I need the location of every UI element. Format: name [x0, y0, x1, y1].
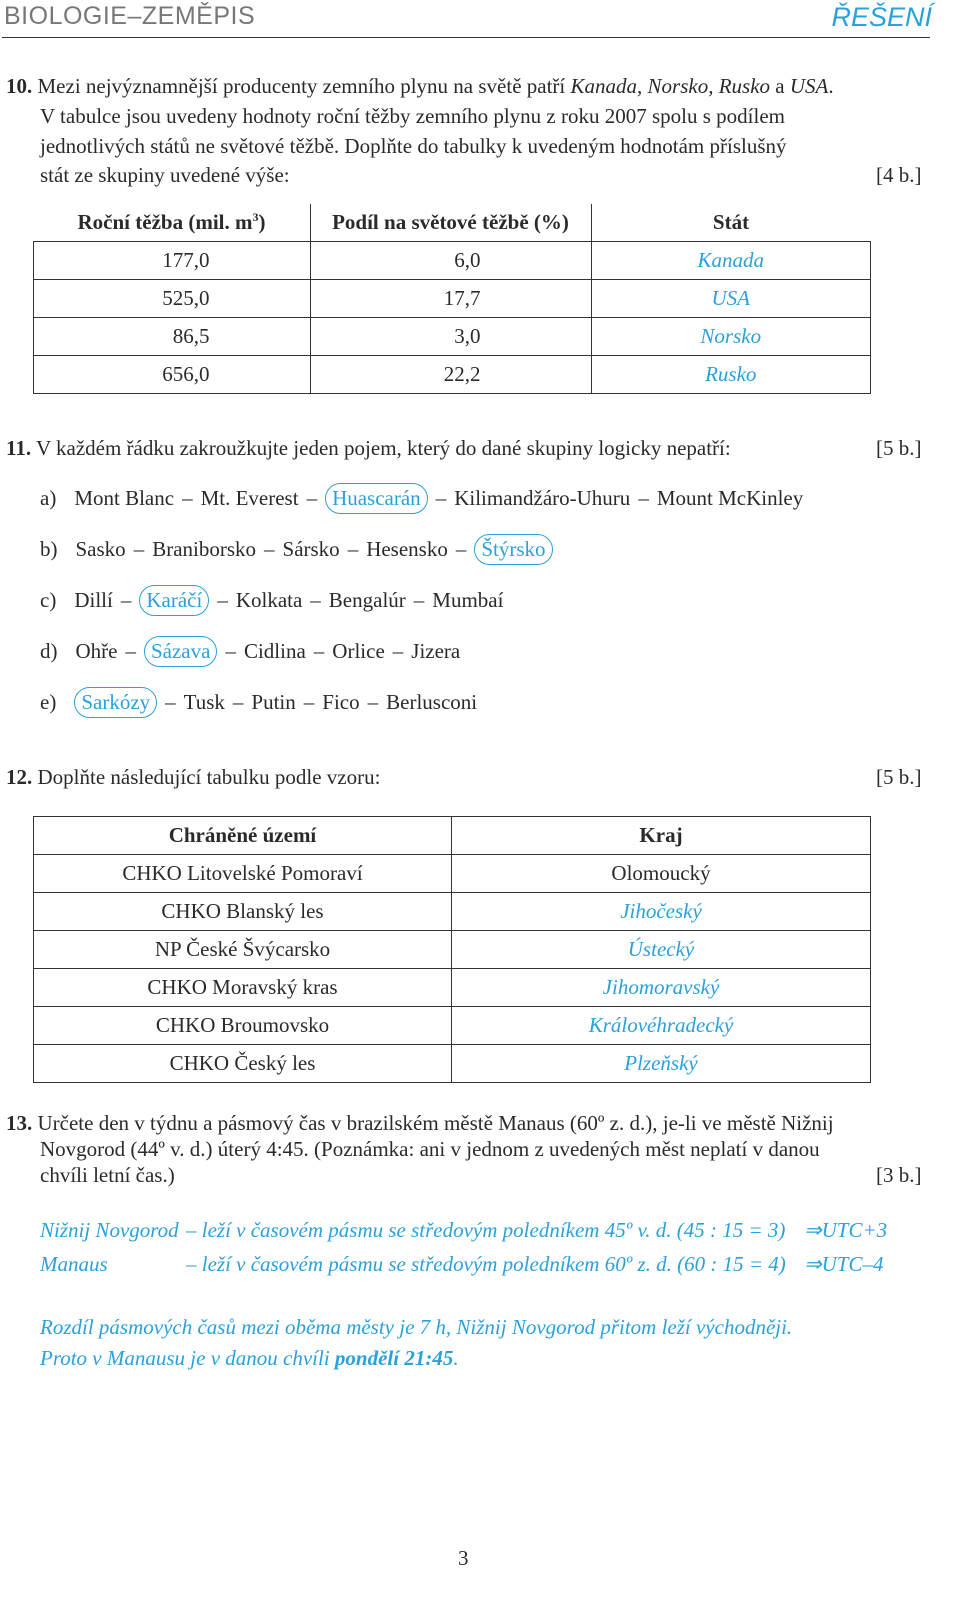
- dash: –: [347, 536, 359, 561]
- row-label: e): [40, 689, 57, 714]
- header-text: ): [258, 210, 266, 234]
- term: Cidlina: [243, 638, 306, 663]
- dash: –: [232, 689, 244, 714]
- term: Ohře: [75, 638, 118, 663]
- solution-text: – leží v časovém pásmu se středovým poledníkem 45º v. d. (45 : 15 = 3): [186, 1218, 786, 1242]
- table-row: [34, 242, 871, 280]
- table-header-row: [34, 204, 871, 242]
- odd-one-out-row: [40, 631, 468, 671]
- solution-text: .: [453, 1346, 459, 1370]
- circled-term-answer: Štýrsko: [474, 534, 552, 565]
- term: Dillí: [74, 587, 113, 612]
- question-text: Doplňte následující tabulku podle vzoru:: [37, 765, 381, 789]
- dash: –: [455, 536, 467, 561]
- cell-share: 3,0: [310, 318, 591, 356]
- dash: –: [225, 638, 236, 663]
- circled-term-answer: Karáčí: [139, 585, 209, 616]
- table-header-row: [34, 817, 871, 855]
- cell-production: 86,5: [34, 318, 311, 356]
- solution-line-3: Rozdíl pásmových časů mezi oběma městy je 7 h, Nižnij Novgorod přitom leží východněji.: [40, 1315, 793, 1339]
- table-row: [34, 318, 871, 356]
- circled-term-answer: Sázava: [144, 636, 217, 667]
- solution-text: – leží v časovém pásmu se středovým poledníkem 60º z. d. (60 : 15 = 4): [186, 1252, 786, 1276]
- question-13-line3: chvíli letní čas.): [40, 1163, 175, 1187]
- city-name: Nižnij Novgorod: [40, 1218, 179, 1242]
- dash: –: [306, 485, 318, 510]
- dash: –: [120, 587, 132, 612]
- final-answer: pondělí 21:45: [334, 1346, 454, 1370]
- circled-term-answer: Huascarán: [325, 483, 428, 514]
- table-row: [34, 969, 871, 1007]
- row-label: c): [40, 587, 57, 612]
- term: Sársko: [282, 536, 340, 561]
- term: Kilimandžáro-Uhuru: [454, 485, 631, 510]
- cell-state-answer: Norsko: [591, 318, 871, 356]
- row-label: b): [40, 536, 58, 561]
- question-10-line3: jednotlivých států ne světové těžbě. Doplňte do tabulky k uvedeným hodnotám příslušný: [40, 134, 787, 158]
- solution-line-4: [40, 1344, 459, 1372]
- term: Mount McKinley: [656, 485, 804, 510]
- cell-state-answer: USA: [591, 280, 871, 318]
- solution-result-1: ⇒UTC+3: [804, 1218, 888, 1242]
- column-header-share: Podíl na světové těžbě (%): [310, 204, 591, 242]
- cell-region-answer: Královéhradecký: [452, 1007, 871, 1045]
- points-badge: [5 b.]: [876, 436, 922, 460]
- cell-state-answer: Kanada: [591, 242, 871, 280]
- superscript: 3: [252, 210, 259, 224]
- cell-region-answer: Jihomoravský: [452, 969, 871, 1007]
- question-number: 11.: [6, 436, 32, 460]
- odd-one-out-row: [40, 478, 811, 518]
- solution-result-2: ⇒UTC–4: [804, 1252, 884, 1276]
- dash: –: [313, 638, 325, 663]
- cell-share: 22,2: [310, 356, 591, 394]
- question-text: Určete den v týdnu a pásmový čas v brazilském městě Manaus (60º z. d.), je-li ve městě Nižnij: [37, 1111, 834, 1135]
- text-fragment: .: [828, 74, 834, 98]
- cell-area: NP České Švýcarsko: [34, 931, 452, 969]
- protected-areas-table: [33, 816, 871, 1083]
- circled-term-answer: Sarkózy: [74, 687, 157, 718]
- odd-one-out-row: [40, 580, 511, 620]
- solution-line-2: [40, 1250, 786, 1278]
- odd-one-out-row: [40, 682, 485, 722]
- dash: –: [125, 638, 136, 663]
- city-name: Manaus: [40, 1252, 108, 1276]
- question-13-line1: [6, 1110, 834, 1136]
- dash: –: [392, 638, 404, 663]
- cell-production: 177,0: [34, 242, 311, 280]
- gas-production-table: [33, 204, 871, 394]
- cell-area: CHKO Broumovsko: [34, 1007, 452, 1045]
- table-row: [34, 1045, 871, 1083]
- table-row: [34, 1007, 871, 1045]
- cell-share: 6,0: [310, 242, 591, 280]
- header-divider: [2, 37, 930, 38]
- table-row: [34, 280, 871, 318]
- column-header-state: Stát: [591, 204, 871, 242]
- dash: –: [638, 485, 649, 510]
- points-badge: [5 b.]: [876, 765, 922, 789]
- term: Mumbaí: [432, 587, 504, 612]
- term: Tusk: [183, 689, 225, 714]
- dash: –: [165, 689, 176, 714]
- question-11-text: [6, 433, 731, 463]
- term: Hesensko: [366, 536, 448, 561]
- dash: –: [435, 485, 447, 510]
- cell-area: CHKO Litovelské Pomoraví: [34, 855, 452, 893]
- question-10-line1: [6, 71, 834, 101]
- table-row: [34, 931, 871, 969]
- dash: –: [182, 485, 193, 510]
- header-text: Roční těžba (mil. m: [77, 210, 253, 234]
- term: Orlice: [332, 638, 385, 663]
- solution-text: Proto v Manausu je v danou chvíli: [40, 1346, 335, 1370]
- question-number: 12.: [6, 765, 33, 789]
- cell-area: CHKO Český les: [34, 1045, 452, 1083]
- text-fragment: a: [770, 74, 790, 98]
- term: Putin: [251, 689, 296, 714]
- column-header-area: Chráněné území: [34, 817, 452, 855]
- cell-region-answer: Plzeňský: [452, 1045, 871, 1083]
- cell-region-answer: Jihočeský: [452, 893, 871, 931]
- row-label: d): [40, 638, 58, 663]
- term: Mt. Everest: [200, 485, 299, 510]
- dash: –: [133, 536, 145, 561]
- cell-production: 656,0: [34, 356, 311, 394]
- dash: –: [264, 536, 275, 561]
- dash: –: [217, 587, 228, 612]
- term: Braniborsko: [152, 536, 257, 561]
- cell-area: CHKO Blanský les: [34, 893, 452, 931]
- column-header-region: Kraj: [452, 817, 871, 855]
- cell-production: 525,0: [34, 280, 311, 318]
- cell-region-answer: Ústecký: [452, 931, 871, 969]
- question-10-line2: V tabulce jsou uvedeny hodnoty roční těžby zemního plynu z roku 2007 spolu s podílem: [40, 104, 785, 128]
- table-row: [34, 893, 871, 931]
- column-header-production: [34, 204, 311, 242]
- question-13-line2: Novgorod (44º v. d.) úterý 4:45. (Poznámka: ani v jednom z uvedených měst neplatí v danou: [40, 1137, 820, 1161]
- question-10-line4: stát ze skupiny uvedené výše:: [40, 163, 290, 187]
- solution-line-1: [40, 1216, 785, 1244]
- question-12-text: [6, 762, 380, 792]
- table-row: [34, 855, 871, 893]
- question-text: V každém řádku zakroužkujte jeden pojem, který do dané skupiny logicky nepatří:: [35, 436, 731, 460]
- question-number: 10.: [6, 74, 33, 98]
- points-badge: [4 b.]: [876, 163, 922, 187]
- table-row: [34, 356, 871, 394]
- row-label: a): [40, 485, 57, 510]
- dash: –: [310, 587, 321, 612]
- term: Bengalúr: [328, 587, 406, 612]
- cell-area: CHKO Moravský kras: [34, 969, 452, 1007]
- cell-state-answer: Rusko: [591, 356, 871, 394]
- question-number: 13.: [6, 1111, 33, 1135]
- points-badge: [3 b.]: [876, 1163, 922, 1187]
- term: Kolkata: [235, 587, 303, 612]
- text-fragment: Mezi nejvýznamnější producenty zemního plynu na světě patří: [37, 74, 571, 98]
- solution-label: ŘEŠENÍ: [831, 2, 932, 32]
- dash: –: [303, 689, 315, 714]
- cell-region-example: Olomoucký: [452, 855, 871, 893]
- term: Fico: [322, 689, 360, 714]
- term: Berlusconi: [386, 689, 478, 714]
- dash: –: [413, 587, 425, 612]
- dash: –: [367, 689, 379, 714]
- page-number: 3: [458, 1546, 469, 1570]
- italic-countries: Kanada, Norsko, Rusko: [570, 74, 771, 98]
- term: Jizera: [411, 638, 461, 663]
- subject-title: BIOLOGIE–ZEMĚPIS: [4, 2, 256, 30]
- term: Sasko: [75, 536, 126, 561]
- odd-one-out-row: [40, 529, 561, 569]
- italic-country: USA: [789, 74, 829, 98]
- cell-share: 17,7: [310, 280, 591, 318]
- term: Mont Blanc: [74, 485, 175, 510]
